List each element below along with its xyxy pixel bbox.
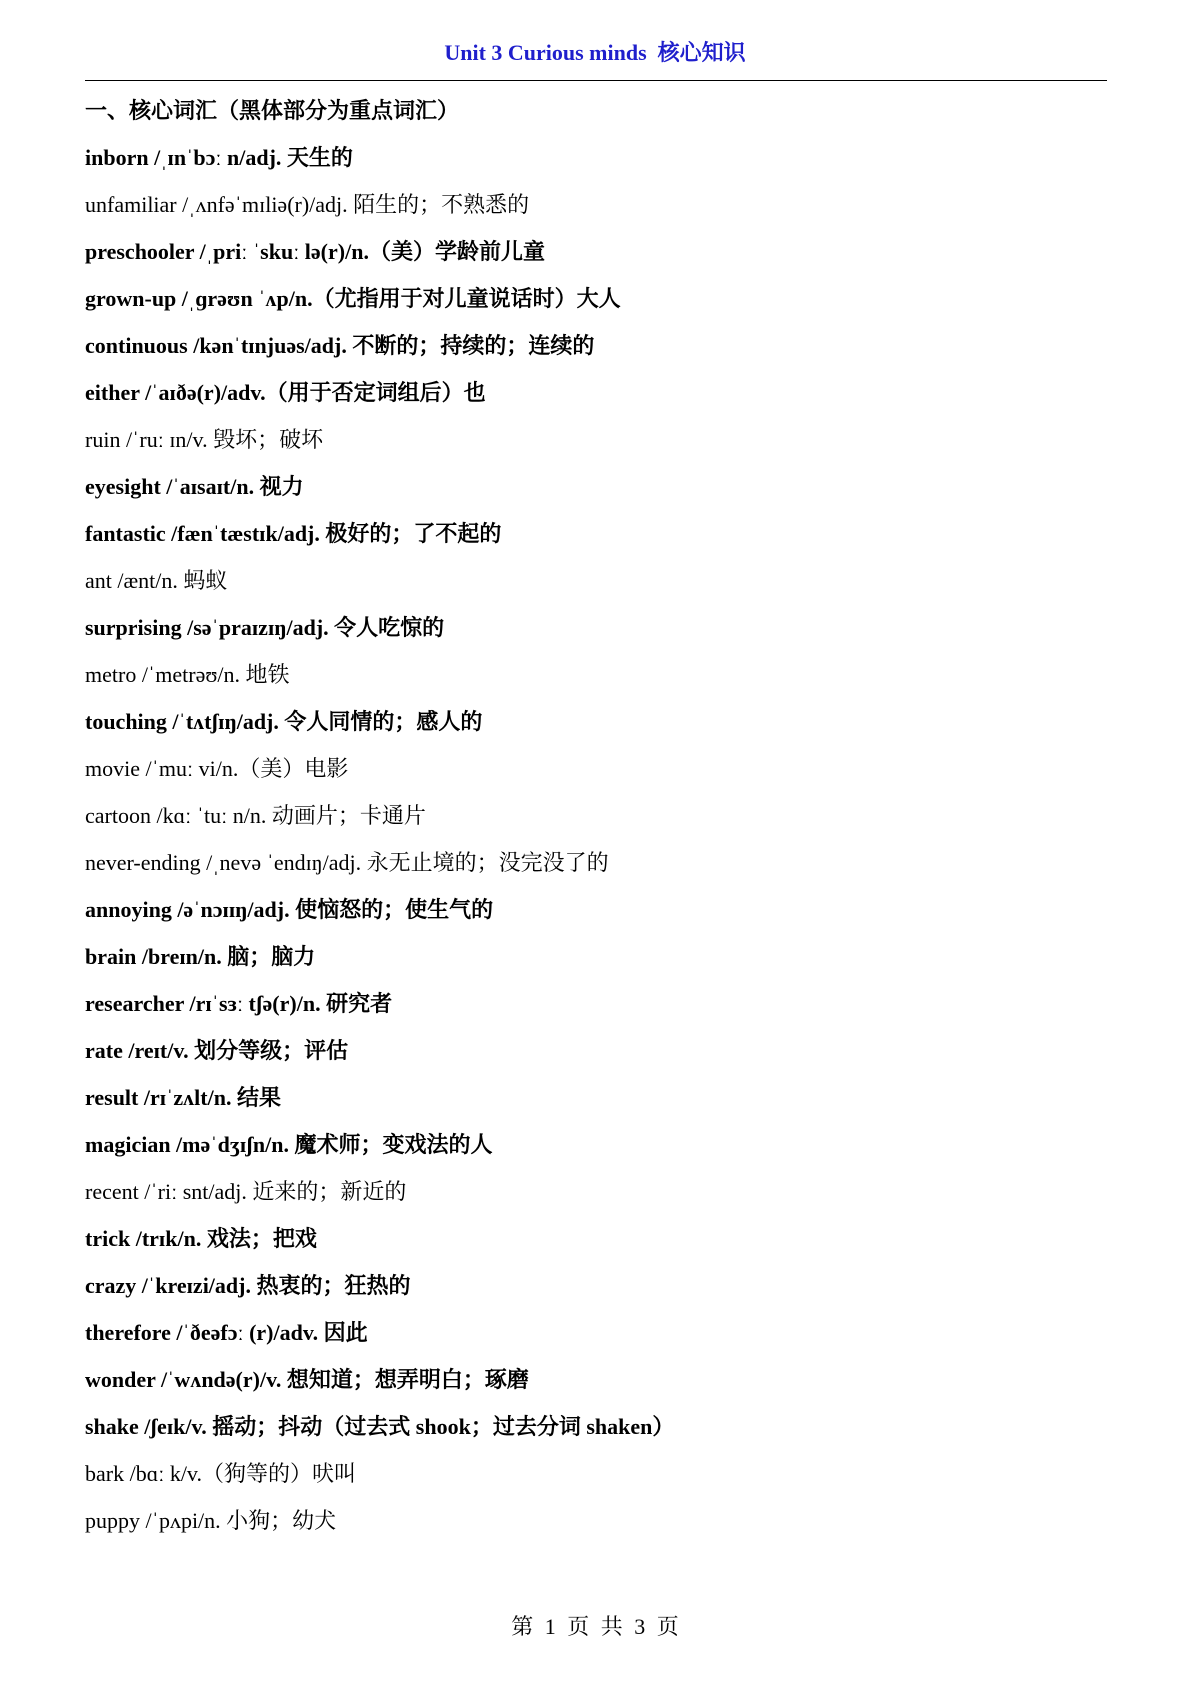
vocab-entry-key: rate /reɪt/v. 划分等级；评估 [85,1038,349,1063]
vocab-entry-key: touching /ˈtʌtʃɪŋ/adj. 令人同情的；感人的 [85,709,483,734]
vocab-entry-key: trick /trɪk/n. 戏法；把戏 [85,1226,317,1251]
vocab-entry-key: shake /ʃeɪk/v. 摇动；抖动（过去式 shook；过去分词 shaken） [85,1414,675,1439]
vocab-entry-key: fantastic /fænˈtæstɪk/adj. 极好的；了不起的 [85,521,502,546]
vocab-entry-key: brain /breɪn/n. 脑；脑力 [85,944,316,969]
vocab-entry-key: result /rɪˈzʌlt/n. 结果 [85,1085,281,1110]
section-heading: 一、核心词汇（黑体部分为重点词汇） [85,98,460,123]
vocab-entry: cartoon /kɑː ˈtuː n/n. 动画片；卡通片 [85,803,426,828]
header-divider [85,80,1107,81]
vocab-entry: movie /ˈmuː vi/n.（美）电影 [85,756,349,781]
vocab-entry: ant /ænt/n. 蚂蚁 [85,568,228,593]
vocab-entry-key: therefore /ˈðeəfɔː (r)/adv. 因此 [85,1320,368,1345]
vocab-entry-key: annoying /əˈnɔɪɪŋ/adj. 使恼怒的；使生气的 [85,897,494,922]
vocab-entry: never-ending /ˌnevə ˈendɪŋ/adj. 永无止境的；没完没了的 [85,850,609,875]
vocab-entry: bark /bɑː k/v.（狗等的）吠叫 [85,1461,357,1486]
vocab-entry-key: crazy /ˈkreɪzi/adj. 热衷的；狂热的 [85,1273,411,1298]
vocab-entry-key: grown-up /ˌɡrəʊn ˈʌp/n.（尤指用于对儿童说话时）大人 [85,286,621,311]
vocab-entry-key: researcher /rɪˈsɜː tʃə(r)/n. 研究者 [85,991,393,1016]
page-title: Unit 3 Curious minds 核心知识 [444,40,746,65]
vocab-entry-key: continuous /kənˈtɪnjuəs/adj. 不断的；持续的；连续的 [85,333,595,358]
vocab-entry: unfamiliar /ˌʌnfəˈmɪliə(r)/adj. 陌生的；不熟悉的 [85,192,530,217]
vocab-entry-key: inborn /ˌɪnˈbɔː n/adj. 天生的 [85,145,353,170]
vocab-entry-key: eyesight /ˈaɪsaɪt/n. 视力 [85,474,304,499]
vocab-entry: puppy /ˈpʌpi/n. 小狗；幼犬 [85,1508,337,1533]
vocab-entry-key: surprising /səˈpraɪzɪŋ/adj. 令人吃惊的 [85,615,445,640]
vocab-entry-key: magician /məˈdʒɪʃn/n. 魔术师；变戏法的人 [85,1132,493,1157]
page-footer: 第 1 页 共 3 页 [511,1614,679,1639]
vocab-entry: metro /ˈmetrəʊ/n. 地铁 [85,662,290,687]
vocab-entry-key: preschooler /ˌpriː ˈskuː lə(r)/n.（美）学龄前儿童 [85,239,545,264]
vocab-entry-key: either /ˈaɪðə(r)/adv.（用于否定词组后）也 [85,380,486,405]
vocab-entry-key: wonder /ˈwʌndə(r)/v. 想知道；想弄明白；琢磨 [85,1367,529,1392]
vocabulary-list [85,134,1105,1544]
vocab-entry: recent /ˈriː snt/adj. 近来的；新近的 [85,1179,407,1204]
vocab-entry: ruin /ˈruː ɪn/v. 毁坏；破坏 [85,427,324,452]
